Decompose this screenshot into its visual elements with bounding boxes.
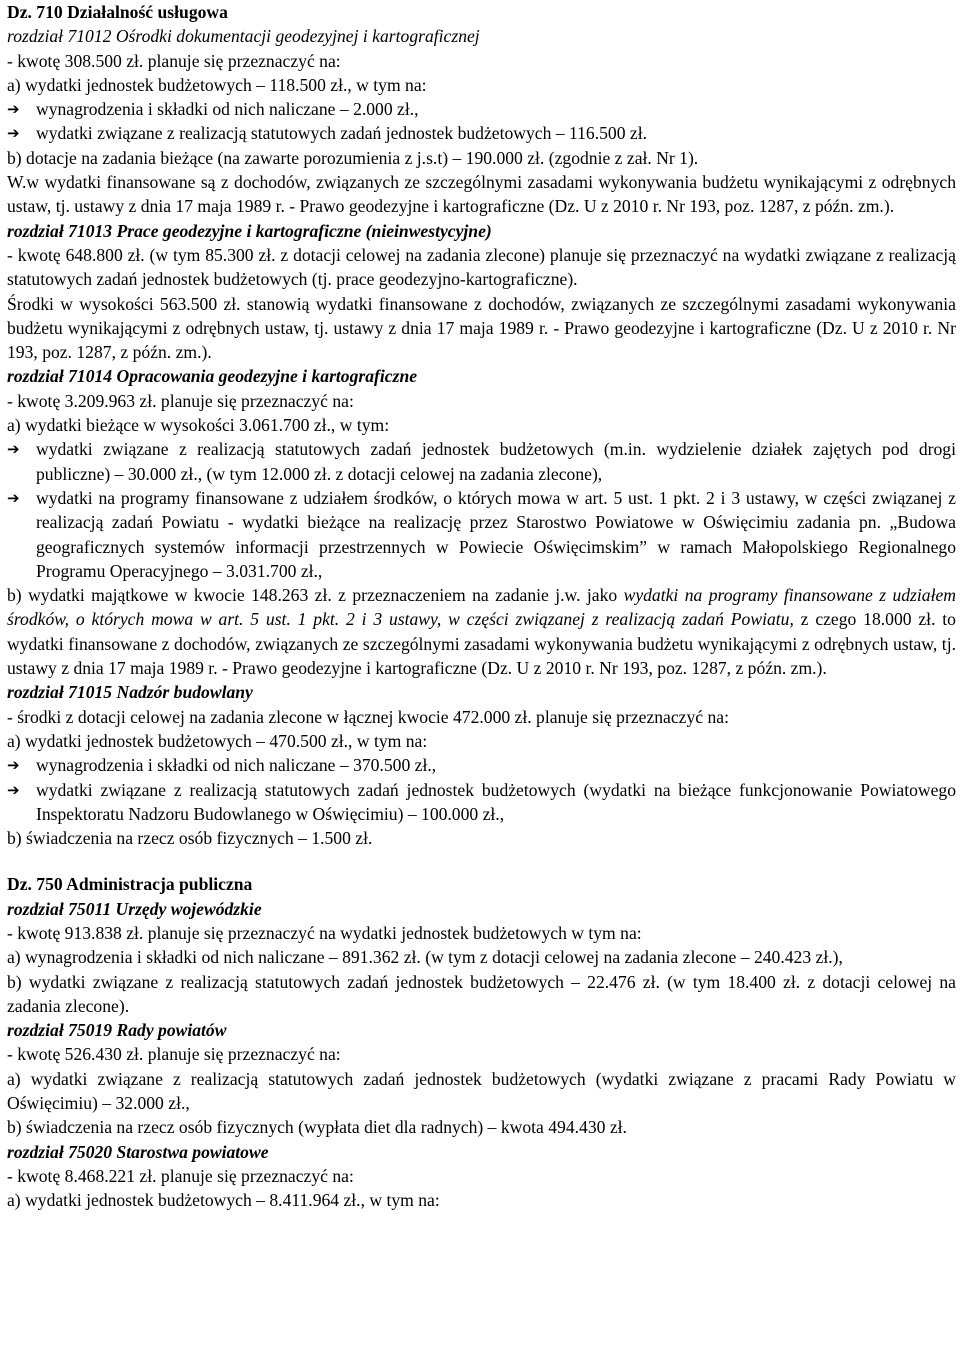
paragraph: - kwotę 913.838 zł. planuje się przeznaczyć na wydatki jednostek budżetowych w tym na: <box>7 922 642 943</box>
bullet-item: ➔ wydatki związane z realizacją statutowych zadań jednostek budżetowych (wydatki na bieżące funkcjonowanie Powiatowego Inspektoratu Nadzoru Budowlanego w Oświęcimiu) – 100.000 zł., <box>7 778 956 827</box>
paragraph: - kwotę 308.500 zł. planuje się przeznaczyć na: <box>7 50 341 71</box>
paragraph: a) wydatki jednostek budżetowych – 118.500 zł., w tym na: <box>7 74 427 95</box>
paragraph: b) wydatki związane z realizacją statutowych zadań jednostek budżetowych – 22.476 zł. (w tym 18.400 zł. z dotacji celowej na zadania zlecone). <box>7 971 956 1016</box>
bullet-item: ➔ wydatki związane z realizacją statutowych zadań jednostek budżetowych (m.in. wydzielenie działek zajętych pod drogi publiczne) – 30.000 zł., (w tym 12.000 zł. z dotacji celowej na zadania zlecone), <box>7 437 956 486</box>
paragraph: - kwotę 648.800 zł. (w tym 85.300 zł. z dotacji celowej na zadania zlecone) planuje się przeznaczyć na wydatki związane z realizacją statutowych zadań jednostek budżetowych (tj. prace geodezyjno-kartograficzne). <box>7 244 956 290</box>
chapter-heading: rozdział 71015 Nadzór budowlany <box>7 682 253 703</box>
chapter-heading: rozdział 75020 Starostwa powiatowe <box>7 1141 269 1162</box>
paragraph: b) świadczenia na rzecz osób fizycznych – 1.500 zł. <box>7 828 373 849</box>
section-heading: Dz. 750 Administracja publiczna <box>7 874 253 895</box>
paragraph: - kwotę 8.468.221 zł. planuje się przeznaczyć na: <box>7 1165 354 1186</box>
paragraph: W.w wydatki finansowane są z dochodów, związanych ze szczególnymi zasadami wykonywania budżetu wynikającymi z odrębnych ustaw, tj. ustawy z dnia 17 maja 1989 r. - Prawo geodezyjne i kartograficzne (Dz. U z 2010 r. Nr 193, poz. 1287, z późn. zm.). <box>7 172 956 217</box>
paragraph: a) wydatki jednostek budżetowych – 470.500 zł., w tym na: <box>7 730 428 751</box>
paragraph: Środki w wysokości 563.500 zł. stanowią wydatki finansowane z dochodów, związanych ze szczególnymi zasadami wykonywania budżetu wynikającymi z odrębnych ustaw, tj. ustawy z dnia 17 maja 1989 r. - Prawo geodezyjne i kartograficzne (Dz. U z 2010 r. Nr 193, poz. 1287, z późn. zm.). <box>7 293 956 363</box>
paragraph: a) wydatki bieżące w wysokości 3.061.700 zł., w tym: <box>7 415 390 436</box>
paragraph: b) wydatki majątkowe w kwocie 148.263 zł. z przeznaczeniem na zadanie j.w. jako wydatki na programy finansowane z udziałem środków, o których mowa w art. 5 ust. 1 pkt. 2 i 3 ustawy, w części związanej z realizacją zadań Powiatu, z czego 18.000 zł. to wydatki finansowane z dochodów, związanych ze szczególnymi zasadami wykonywania budżetu wynikającymi z odrębnych ustaw, tj. ustawy z dnia 17 maja 1989 r. - Prawo geodezyjne i kartograficzne (Dz. U z 2010 r. Nr 193, poz. 1287, z późn. zm.). <box>7 585 956 679</box>
chapter-heading: rozdział 71012 Ośrodki dokumentacji geodezyjnej i kartograficznej <box>7 26 480 47</box>
paragraph: - kwotę 3.209.963 zł. planuje się przeznaczyć na: <box>7 390 354 411</box>
paragraph: a) wydatki jednostek budżetowych – 8.411.964 zł., w tym na: <box>7 1190 440 1211</box>
paragraph: b) dotacje na zadania bieżące (na zawarte porozumienia z j.s.t) – 190.000 zł. (zgodnie z zał. Nr 1). <box>7 147 699 168</box>
paragraph: b) świadczenia na rzecz osób fizycznych (wypłata diet dla radnych) – kwota 494.430 zł. <box>7 1117 627 1138</box>
bullet-item: ➔ wydatki związane z realizacją statutowych zadań jednostek budżetowych – 116.500 zł. <box>7 121 956 145</box>
chapter-heading: rozdział 75019 Rady powiatów <box>7 1020 227 1041</box>
section-heading: Dz. 710 Działalność usługowa <box>7 2 228 22</box>
spacer <box>7 850 956 872</box>
paragraph: - kwotę 526.430 zł. planuje się przeznaczyć na: <box>7 1044 341 1065</box>
paragraph: a) wynagrodzenia i składki od nich naliczane – 891.362 zł. (w tym z dotacji celowej na zadania zlecone – 240.423 zł.), <box>7 947 843 968</box>
bullet-item: ➔ wynagrodzenia i składki od nich naliczane – 2.000 zł., <box>7 97 956 121</box>
chapter-heading: rozdział 71014 Opracowania geodezyjne i kartograficzne <box>7 366 418 387</box>
chapter-heading: rozdział 75011 Urzędy wojewódzkie <box>7 898 262 919</box>
paragraph: a) wydatki związane z realizacją statutowych zadań jednostek budżetowych (wydatki związane z pracami Rady Powiatu w Oświęcimiu) – 32.000 zł., <box>7 1068 956 1114</box>
bullet-item: ➔ wydatki na programy finansowane z udziałem środków, o których mowa w art. 5 ust. 1 pkt. 2 i 3 ustawy, w części związanej z realizacją zadań Powiatu - wydatki bieżące na realizację przez Starostwo Powiatowe w Oświęcimiu zadania pn. „Budowa geograficznych systemów informacji przestrzennych w Powiecie Oświęcimskim” w ramach Małopolskiego Regionalnego Programu Operacyjnego – 3.031.700 zł., <box>7 486 956 583</box>
paragraph: - środki z dotacji celowej na zadania zlecone w łącznej kwocie 472.000 zł. planuje się przeznaczyć na: <box>7 706 729 727</box>
chapter-heading: rozdział 71013 Prace geodezyjne i kartograficzne (nieinwestycyjne) <box>7 220 492 241</box>
bullet-item: ➔ wynagrodzenia i składki od nich naliczane – 370.500 zł., <box>7 753 956 777</box>
